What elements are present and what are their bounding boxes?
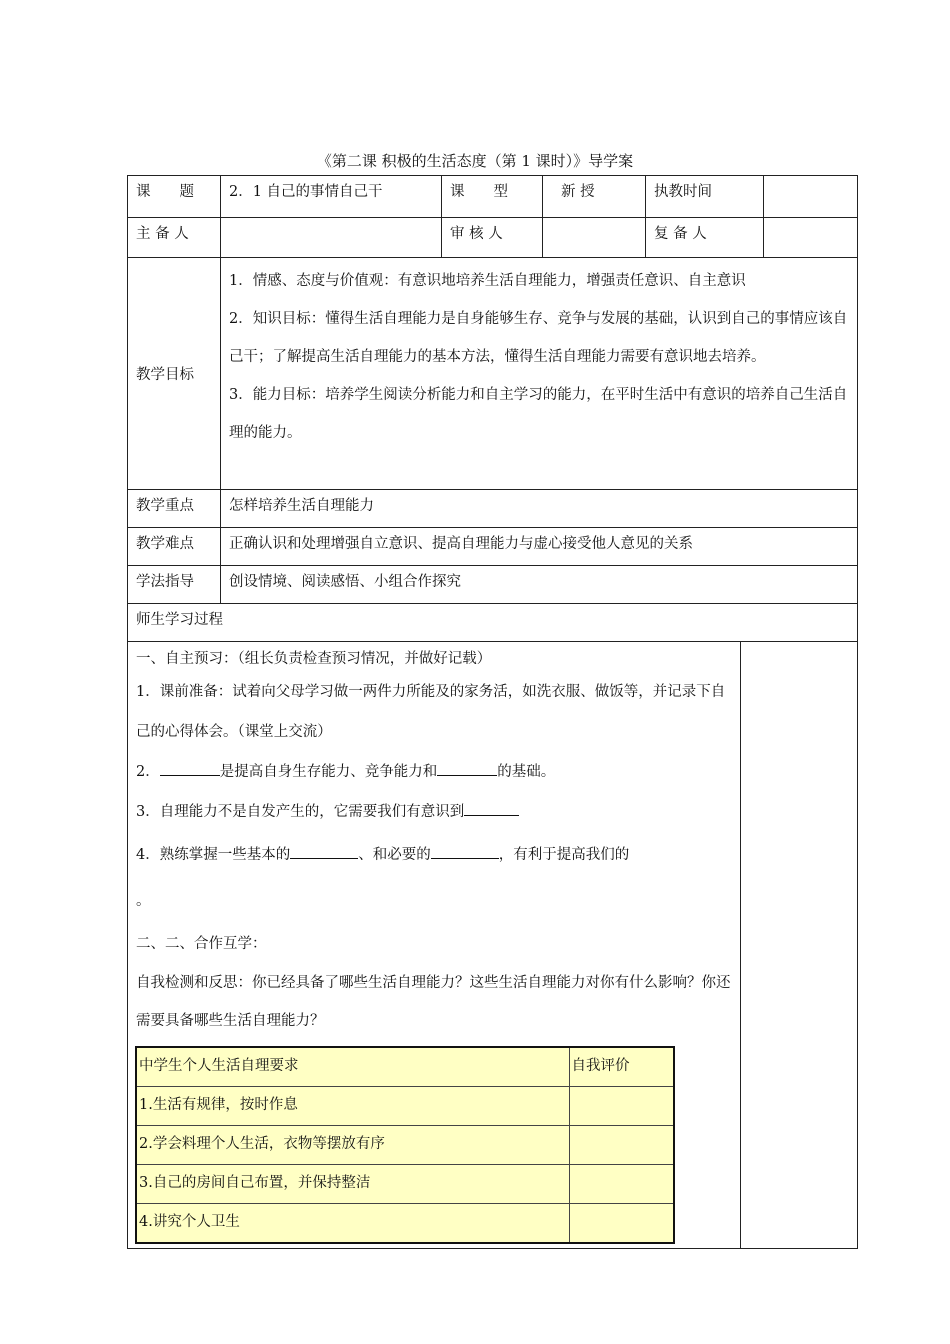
- section2-title: 二、二、合作互学：: [136, 936, 267, 952]
- document-title: 《第二课 积极的生活态度（第 1 课时）》导学案: [316, 152, 634, 170]
- eval-requirement: 2.学会料理个人生活，衣物等摆放有序: [136, 1126, 569, 1165]
- question-2: [136, 752, 734, 792]
- eval-rating-cell[interactable]: [569, 1087, 674, 1126]
- question-4: [136, 832, 734, 924]
- reviewer-value: [543, 218, 646, 258]
- fill-blank[interactable]: [437, 761, 497, 776]
- section1-title: 一、自主预习：（组长负责检查预习情况，并做好记载）: [136, 651, 492, 667]
- objective-item: 3．能力目标：培养学生阅读分析能力和自主学习的能力，在平时生活中有意识的培养自己生活自理的能力。: [229, 387, 848, 441]
- q2-text: 2．: [136, 764, 160, 780]
- eval-requirement: 1.生活有规律，按时作息: [136, 1087, 569, 1126]
- self-evaluation-table: [135, 1046, 675, 1244]
- q4-text: ，有利于提高我们的: [498, 847, 630, 863]
- fill-blank[interactable]: [160, 761, 220, 776]
- eval-requirement: 3.自己的房间自己布置，并保持整洁: [136, 1165, 569, 1204]
- eval-header-self-rating: 自我评价: [569, 1047, 674, 1087]
- focus-label: 教学重点: [128, 490, 221, 528]
- fill-blank[interactable]: [290, 844, 358, 859]
- topic-label: 课 题: [128, 176, 221, 218]
- eval-rating-cell[interactable]: [569, 1204, 674, 1244]
- topic-value: 2．1 自己的事情自己干: [221, 176, 442, 218]
- difficulty-label: 教学难点: [128, 528, 221, 566]
- type-label: 课 型: [442, 176, 543, 218]
- eval-rating-cell[interactable]: [569, 1126, 674, 1165]
- time-label: 执教时间: [646, 176, 764, 218]
- time-value: [764, 176, 858, 218]
- question-3: [136, 792, 734, 832]
- type-value: 新 授: [543, 176, 646, 218]
- method-label: 学法指导: [128, 566, 221, 604]
- eval-requirement: 4.讲究个人卫生: [136, 1204, 569, 1244]
- notes-column: [741, 642, 858, 1249]
- objectives-content: [221, 258, 858, 490]
- q2-text: 的基础。: [497, 764, 556, 780]
- objectives-label: 教学目标: [128, 258, 221, 490]
- fill-blank[interactable]: [464, 801, 519, 816]
- repreparer-value: [764, 218, 858, 258]
- preparer-label: 主 备 人: [128, 218, 221, 258]
- q4-text: 4．熟练掌握一些基本的: [136, 847, 291, 863]
- reflection-question: 自我检测和反思：你已经具备了哪些生活自理能力？这些生活自理能力对你有什么影响？你还需要具备哪些生活自理能力？: [136, 975, 731, 1029]
- q2-text: 是提高自身生存能力、竞争能力和: [219, 764, 438, 780]
- question-1: 1．课前准备：试着向父母学习做一两件力所能及的家务活，如洗衣服、做饭等，并记录下自己的心得体会。（课堂上交流）: [136, 684, 726, 740]
- eval-header-requirements: 中学生个人生活自理要求: [136, 1047, 569, 1087]
- lesson-plan-table: [127, 175, 858, 1249]
- process-label: 师生学习过程: [128, 604, 858, 642]
- difficulty-value: 正确认识和处理增强自立意识、提高自理能力与虚心接受他人意见的关系: [221, 528, 858, 566]
- objective-item: 2．知识目标：懂得生活自理能力是自身能够生存、竞争与发展的基础，认识到自己的事情应该自己干；了解提高生活自理能力的基本方法，懂得生活自理能力需要有意识地去培养。: [229, 311, 848, 365]
- objective-item: 1．情感、态度与价值观：有意识地培养生活自理能力，增强责任意识、自主意识: [229, 273, 746, 289]
- eval-rating-cell[interactable]: [569, 1165, 674, 1204]
- q4-text: 、和必要的: [358, 847, 431, 863]
- method-value: 创设情境、阅读感悟、小组合作探究: [221, 566, 858, 604]
- fill-blank[interactable]: [431, 844, 499, 859]
- q3-text: 3．自理能力不是自发产生的，它需要我们有意识到: [136, 804, 465, 820]
- repreparer-label: 复 备 人: [646, 218, 764, 258]
- process-content: [128, 642, 741, 1249]
- reviewer-label: 审 核 人: [442, 218, 543, 258]
- q4-text: 。: [136, 893, 151, 909]
- focus-value: 怎样培养生活自理能力: [221, 490, 858, 528]
- preparer-value: [221, 218, 442, 258]
